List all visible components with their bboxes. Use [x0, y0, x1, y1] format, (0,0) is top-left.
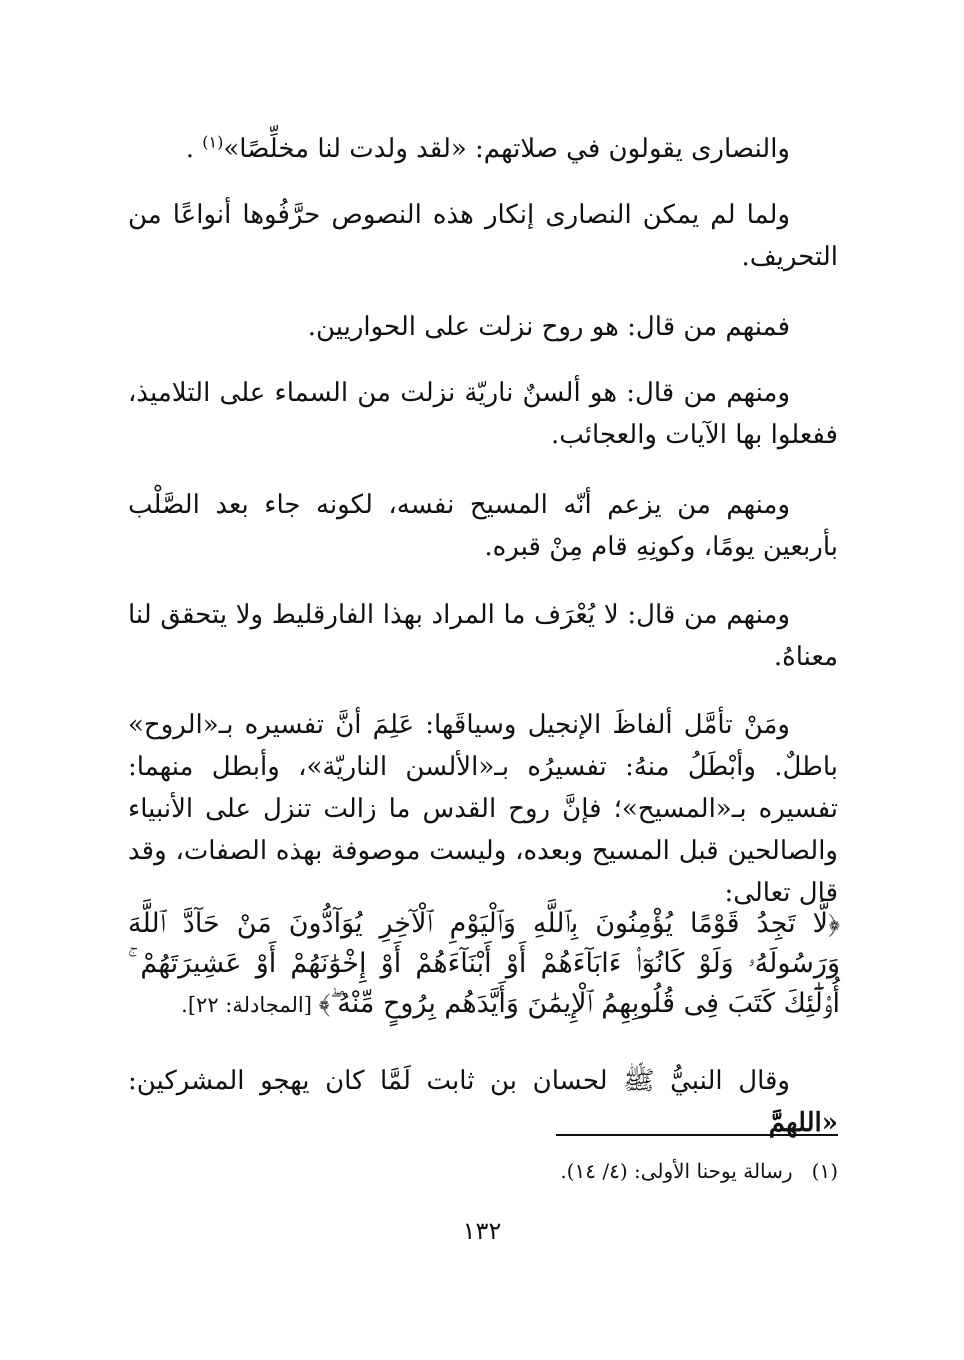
paragraph-text: وقال النبيُّ ﷺ لحسان بن ثابت لَمَّا كان يهجو المشركين: [128, 1066, 790, 1096]
footnote-divider [556, 1134, 838, 1136]
quran-reference: [المجادلة: ٢٢]. [181, 993, 319, 1017]
page-number: ١٣٢ [462, 1217, 502, 1245]
footnote-reference[interactable]: (١) [202, 132, 224, 152]
quran-text: ﴿لَّا تَجِدُ قَوْمًا يُؤْمِنُونَ بِٱللَّهِ وَٱلْيَوْمِ ٱلْآخِرِ يُوَآدُّونَ مَنْ حَآدَّ ٱللَّهَ وَرَسُولَهُۥ وَلَوْ كَانُوٓا۟ ءَابَآءَهُمْ أَوْ أَبْنَآءَهُمْ أَوْ إِخْوَٰنَهُمْ أَوْ عَشِيرَتَهُمْ ۚ أُو۟لَٰٓئِكَ كَتَبَ فِى قُلُوبِهِمُ ٱلْإِيمَٰنَ وَأَيَّدَهُم بِرُوحٍ مِّنْهُ ۖ﴾ [128, 908, 840, 1019]
paragraph-hadith-hassan [128, 1060, 838, 1144]
paragraph-fiery-tongues: ومنهم من قال: هو ألسنٌ ناريّة نزلت من السماء على التلاميذ، ففعلوا بها الآيات والعجائب. [128, 378, 838, 450]
paragraph-end: . [185, 134, 203, 164]
quran-verse [128, 904, 840, 1025]
paragraph-meaning-unknown: ومنهم من قال: لا يُعْرَف ما المراد بهذا الفارقليط ولا يتحقق لنا معناهُ. [128, 600, 838, 672]
footnote-text: رسالة يوحنا الأولى: (٤/ ١٤). [560, 1159, 793, 1183]
paragraph-christians-prayer [128, 128, 838, 170]
paragraph-distortion: ولما لم يمكن النصارى إنكار هذه النصوص حرَّفُوها أنواعًا من التحريف. [128, 200, 838, 272]
paragraph-spirit-apostles: فمنهم من قال: هو روح نزلت على الحواريين. [307, 312, 790, 342]
paragraph-contemplation: ومَنْ تأمَّل ألفاظَ الإنجيل وسياقَها: عَلِمَ أنَّ تفسيره بـ«الروح» باطلٌ. وأبْطَلُ منهُ: تفسيرُه بـ«الألسن الناريّة»، وأبطل منهما: تفسيره بـ«المسيح»؛ فإنَّ روح القدس ما زالت تنزل على الأنبياء والصالحين قبل المسيح وبعده، وليست موصوفة بهذه الصفات، وقد قال تعالى: [128, 710, 838, 908]
paragraph-text: والنصارى يقولون في صلاتهم: «لقد ولدت لنا مخلِّصًا» [223, 134, 790, 164]
footnote [300, 1156, 838, 1186]
hadith-start: «اللهمَّ [768, 1108, 838, 1138]
paragraph-messiah-himself: ومنهم من يزعم أنّه المسيح نفسه، لكونه جاء بعد الصَّلْب بأربعين يومًا، وكونِهِ قام مِنْ قبره. [128, 490, 838, 562]
footnote-number: (١) [811, 1159, 838, 1183]
